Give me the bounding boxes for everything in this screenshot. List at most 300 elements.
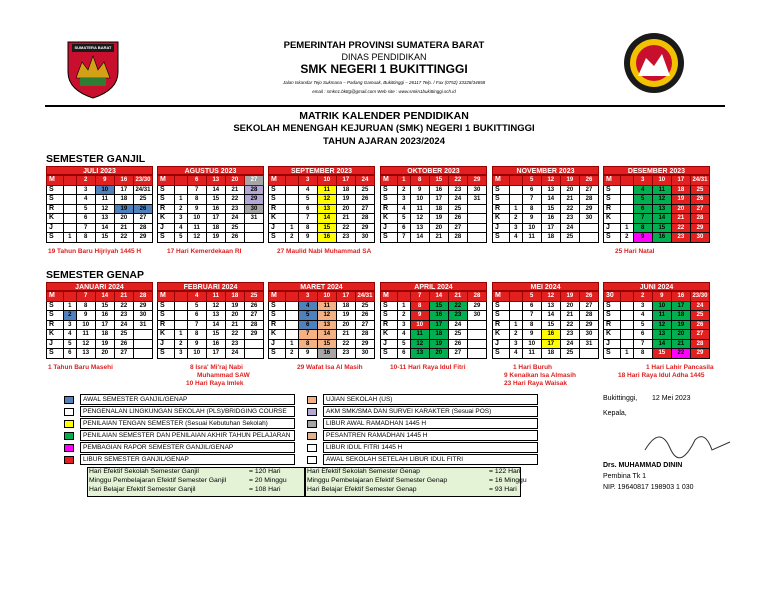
date-cell: 9	[522, 214, 541, 224]
date-cell	[620, 311, 633, 321]
legend-item	[64, 406, 295, 417]
date-cell: 18	[541, 349, 560, 359]
date-cell: 5	[63, 339, 76, 349]
date-cell: 5	[174, 233, 187, 243]
date-cell: 3	[633, 301, 652, 311]
date-cell	[579, 223, 598, 233]
legend-swatch	[307, 396, 317, 404]
date-cell: 10	[522, 223, 541, 233]
week-row	[47, 185, 153, 195]
date-cell: 21	[225, 185, 244, 195]
date-cell: 8	[410, 176, 429, 186]
note-idul-adha: 18 Hari Raya Idul Adha 1445	[618, 372, 705, 379]
signature-date: 12 Mei 2023	[652, 395, 691, 402]
date-cell: 10	[317, 176, 336, 186]
date-cell: 5	[298, 195, 317, 205]
date-cell: 23	[448, 185, 467, 195]
note-pancasila: 1 Hari Lahir Pancasila	[646, 364, 714, 371]
date-cell: 2	[633, 292, 652, 302]
day-label: S	[269, 349, 286, 359]
date-cell: 17	[671, 176, 690, 186]
date-cell	[63, 214, 76, 224]
week-row	[269, 339, 375, 349]
calendar-month	[268, 282, 375, 359]
date-cell: 24/31	[690, 176, 709, 186]
date-cell: 16	[206, 339, 225, 349]
calendar-month	[492, 282, 599, 359]
summary-ganjil-row1: Hari Efektif Sekolah Semester Ganjil = 120 Hari	[89, 468, 281, 475]
date-cell: 4	[397, 330, 410, 340]
week-row	[493, 339, 599, 349]
date-cell	[509, 301, 522, 311]
logo-left-text: SUMATERA BARAT	[74, 45, 112, 50]
date-cell: 24	[448, 195, 467, 205]
day-label: S	[604, 349, 621, 359]
date-cell: 24	[448, 320, 467, 330]
date-cell: 15	[429, 176, 448, 186]
day-label: K	[158, 330, 175, 340]
date-cell: 13	[410, 349, 429, 359]
date-cell	[285, 320, 298, 330]
date-cell: 30	[133, 311, 152, 321]
day-label: S	[47, 349, 64, 359]
week-row	[381, 176, 487, 186]
week-row	[604, 233, 710, 243]
date-cell: 7	[187, 185, 206, 195]
date-cell: 9	[410, 311, 429, 321]
date-cell: 22	[336, 339, 355, 349]
week-row	[47, 301, 153, 311]
week-row	[604, 292, 710, 302]
date-cell	[285, 214, 298, 224]
month-name: MARET 2024	[268, 282, 375, 291]
date-cell: 27	[114, 349, 133, 359]
month-grid	[380, 291, 487, 359]
summary-ganjil-row2: Minggu Pembelajaran Efektif Semester Ganjil = 20 Minggu	[89, 477, 287, 484]
date-cell: 19	[336, 195, 355, 205]
date-cell	[63, 195, 76, 205]
date-cell: 1	[285, 339, 298, 349]
date-cell: 15	[652, 349, 671, 359]
date-cell	[509, 292, 522, 302]
day-label: J	[493, 223, 510, 233]
date-cell: 20	[560, 301, 579, 311]
calendar-month	[46, 166, 153, 243]
note-isra-miraj: 8 Isra' Mi'raj Nabi	[190, 364, 243, 371]
date-cell: 15	[541, 204, 560, 214]
date-cell: 24/31	[355, 292, 374, 302]
day-label: M	[158, 176, 175, 186]
header-line1: PEMERINTAH PROVINSI SUMATERA BARAT	[283, 40, 485, 51]
date-cell: 25	[225, 223, 244, 233]
date-cell	[174, 301, 187, 311]
date-cell: 10	[95, 185, 114, 195]
date-cell: 4	[298, 185, 317, 195]
date-cell: 11	[652, 185, 671, 195]
date-cell: 14	[95, 292, 114, 302]
date-cell: 26	[225, 233, 244, 243]
legend-swatch	[64, 432, 74, 440]
date-cell: 23	[225, 339, 244, 349]
summary-genap-row3: Hari Belajar Efektif Semester Genap = 93 Hari	[307, 486, 517, 493]
date-cell: 21	[114, 292, 133, 302]
week-row	[158, 195, 264, 205]
week-row	[47, 311, 153, 321]
date-cell: 12	[541, 292, 560, 302]
date-cell: 22	[225, 195, 244, 205]
date-cell: 6	[187, 176, 206, 186]
note-maulid: 27 Maulid Nabi Muhammad SA	[277, 248, 372, 255]
day-label: K	[269, 330, 286, 340]
legend-item	[307, 394, 538, 405]
week-row	[47, 195, 153, 205]
day-label: S	[381, 311, 398, 321]
date-cell: 20	[671, 330, 690, 340]
date-cell: 29	[133, 233, 152, 243]
date-cell: 29	[133, 301, 152, 311]
day-label: M	[269, 292, 286, 302]
legend-label: PENGENALAN LINGKUNGAN SEKOLAH (PLS)/BRIDGING COURSE	[80, 406, 295, 417]
date-cell: 12	[317, 311, 336, 321]
week-row	[47, 214, 153, 224]
date-cell: 15	[95, 301, 114, 311]
date-cell: 16	[317, 233, 336, 243]
date-cell: 27	[690, 330, 709, 340]
week-row	[604, 330, 710, 340]
legend-swatch	[64, 396, 74, 404]
date-cell: 12	[410, 214, 429, 224]
summary-genap-row1: Hari Efektif Sekolah Semester Genap = 122 Hari	[307, 468, 521, 475]
day-label: K	[158, 214, 175, 224]
day-label: K	[47, 214, 64, 224]
date-cell	[174, 176, 187, 186]
date-cell: 25	[355, 185, 374, 195]
date-cell: 6	[397, 223, 410, 233]
date-cell: 12	[206, 301, 225, 311]
date-cell: 7	[298, 214, 317, 224]
date-cell: 8	[522, 204, 541, 214]
date-cell: 24	[355, 176, 374, 186]
date-cell: 2	[76, 176, 95, 186]
date-cell: 1	[174, 195, 187, 205]
date-cell: 18	[541, 233, 560, 243]
day-label: K	[493, 330, 510, 340]
legend-label: PENILAIAN TENGAN SEMESTER (Sesuai Kebutuhan Sekolah)	[80, 418, 295, 429]
date-cell: 16	[95, 311, 114, 321]
date-cell	[244, 233, 263, 243]
day-label: S	[269, 195, 286, 205]
date-cell: 21	[560, 195, 579, 205]
semester-genap-title: SEMESTER GENAP	[46, 269, 145, 281]
date-cell: 25	[690, 185, 709, 195]
date-cell: 15	[317, 223, 336, 233]
date-cell: 8	[298, 223, 317, 233]
day-label: S	[604, 311, 621, 321]
month-name: MEI 2024	[492, 282, 599, 291]
date-cell	[467, 223, 486, 233]
week-row	[47, 339, 153, 349]
week-row	[269, 223, 375, 233]
legend-label: LIBUR AWAL RAMADHAN 1445 H	[323, 418, 538, 429]
date-cell: 8	[298, 339, 317, 349]
day-label: S	[381, 195, 398, 205]
date-cell: 3	[633, 176, 652, 186]
day-label: S	[158, 301, 175, 311]
date-cell: 21	[560, 311, 579, 321]
legend-item	[307, 406, 538, 417]
signature-rank: Pembina Tk 1	[603, 473, 647, 480]
date-cell: 17	[336, 176, 355, 186]
week-row	[47, 223, 153, 233]
calendar-month	[157, 166, 264, 243]
legend-label: AKM SMK/SMA DAN SURVEI KARAKTER (Sesuai POS)	[323, 406, 538, 417]
week-row	[381, 223, 487, 233]
date-cell: 27	[690, 204, 709, 214]
date-cell: 12	[410, 339, 429, 349]
legend-item	[64, 394, 295, 405]
week-row	[604, 349, 710, 359]
date-cell	[133, 349, 152, 359]
date-cell: 6	[76, 214, 95, 224]
date-cell: 25	[244, 292, 263, 302]
date-cell: 30	[467, 311, 486, 321]
date-cell: 5	[187, 301, 206, 311]
date-cell: 13	[652, 204, 671, 214]
date-cell: 7	[187, 320, 206, 330]
date-cell: 7	[397, 233, 410, 243]
day-label: J	[381, 339, 398, 349]
day-label: R	[493, 204, 510, 214]
day-label: K	[604, 330, 621, 340]
week-row	[381, 339, 487, 349]
date-cell: 27	[579, 301, 598, 311]
date-cell: 17	[671, 301, 690, 311]
note-wafat-isa: 29 Wafat Isa Al Masih	[297, 364, 363, 371]
date-cell	[579, 233, 598, 243]
legend-label: UJIAN SEKOLAH (US)	[323, 394, 538, 405]
date-cell: 12	[541, 176, 560, 186]
month-name: JULI 2023	[46, 166, 153, 175]
date-cell: 26	[579, 292, 598, 302]
date-cell: 23	[114, 311, 133, 321]
day-label: J	[47, 339, 64, 349]
week-row	[269, 320, 375, 330]
date-cell: 28	[244, 320, 263, 330]
date-cell: 27	[133, 214, 152, 224]
calendar-month	[603, 282, 710, 359]
date-cell: 23/30	[690, 292, 709, 302]
date-cell: 19	[560, 292, 579, 302]
week-row	[493, 349, 599, 359]
date-cell: 16	[429, 311, 448, 321]
signature-place: Bukittinggi,	[603, 395, 638, 402]
date-cell: 18	[206, 223, 225, 233]
date-cell	[244, 349, 263, 359]
date-cell: 2	[397, 311, 410, 321]
legend-swatch	[307, 444, 317, 452]
date-cell: 26	[133, 204, 152, 214]
date-cell: 20	[336, 320, 355, 330]
date-cell: 14	[95, 223, 114, 233]
date-cell: 14	[541, 195, 560, 205]
date-cell: 6	[633, 204, 652, 214]
note-waisak: 23 Hari Raya Waisak	[504, 380, 567, 387]
date-cell: 1	[285, 223, 298, 233]
date-cell: 28	[579, 195, 598, 205]
date-cell	[63, 204, 76, 214]
calendar-month	[380, 166, 487, 243]
date-cell	[467, 320, 486, 330]
date-cell: 10	[187, 214, 206, 224]
date-cell: 9	[298, 349, 317, 359]
date-cell: 30	[579, 214, 598, 224]
date-cell: 4	[633, 311, 652, 321]
date-cell: 13	[76, 349, 95, 359]
header-line2: DINAS PENDIDIKAN	[341, 52, 427, 62]
month-grid	[492, 291, 599, 359]
date-cell: 12	[652, 195, 671, 205]
week-row	[493, 320, 599, 330]
date-cell: 20	[560, 185, 579, 195]
legend-item	[307, 442, 538, 453]
date-cell: 2	[397, 185, 410, 195]
week-row	[604, 195, 710, 205]
date-cell: 11	[522, 233, 541, 243]
legend-swatch	[64, 456, 74, 464]
date-cell: 7	[298, 330, 317, 340]
date-cell: 27	[244, 311, 263, 321]
date-cell: 2	[63, 311, 76, 321]
date-cell: 28	[690, 214, 709, 224]
date-cell: 30	[244, 204, 263, 214]
date-cell: 28	[355, 214, 374, 224]
legend-item	[307, 454, 538, 465]
legend-label: LIBUR IDUL FITRI 1445 H	[323, 442, 538, 453]
month-grid	[268, 291, 375, 359]
date-cell: 17	[429, 320, 448, 330]
date-cell: 1	[63, 301, 76, 311]
week-row	[381, 195, 487, 205]
date-cell: 16	[541, 330, 560, 340]
day-label: J	[604, 223, 621, 233]
month-grid	[46, 175, 153, 243]
date-cell: 16	[652, 233, 671, 243]
day-label: M	[47, 176, 64, 186]
note-natal: 25 Hari Natal	[615, 248, 655, 255]
week-row	[493, 233, 599, 243]
date-cell: 10	[522, 339, 541, 349]
day-label: R	[269, 204, 286, 214]
date-cell: 13	[317, 320, 336, 330]
week-row	[493, 330, 599, 340]
calendar-month	[603, 166, 710, 243]
date-cell: 1	[397, 176, 410, 186]
note-isra-miraj-2: Muhammad SAW	[197, 372, 250, 379]
date-cell: 26	[448, 214, 467, 224]
title-2: SEKOLAH MENENGAH KEJURUAN (SMK) NEGERI 1 BUKITTINGGI	[233, 123, 535, 134]
date-cell: 9	[652, 292, 671, 302]
week-row	[269, 311, 375, 321]
date-cell: 13	[541, 185, 560, 195]
week-row	[269, 233, 375, 243]
date-cell: 30	[690, 233, 709, 243]
date-cell: 21	[114, 223, 133, 233]
date-cell	[244, 223, 263, 233]
date-cell: 2	[620, 233, 633, 243]
day-label: K	[381, 214, 398, 224]
date-cell: 19	[429, 339, 448, 349]
date-cell: 17	[206, 214, 225, 224]
date-cell: 14	[317, 330, 336, 340]
week-row	[269, 292, 375, 302]
calendar-month	[157, 282, 264, 359]
signature-mark	[640, 420, 740, 460]
date-cell: 23	[336, 349, 355, 359]
day-label: R	[158, 204, 175, 214]
date-cell: 9	[187, 339, 206, 349]
date-cell: 26	[690, 195, 709, 205]
summary-ganjil-row3: Hari Belajar Efektif Semester Ganjil = 108 Hari	[89, 486, 281, 493]
week-row	[381, 214, 487, 224]
week-row	[158, 339, 264, 349]
date-cell: 30	[467, 185, 486, 195]
date-cell: 20	[429, 223, 448, 233]
date-cell: 23	[225, 204, 244, 214]
week-row	[493, 185, 599, 195]
week-row	[604, 176, 710, 186]
date-cell: 19	[429, 214, 448, 224]
date-cell	[63, 223, 76, 233]
date-cell: 24	[690, 301, 709, 311]
week-row	[269, 195, 375, 205]
date-cell	[467, 233, 486, 243]
date-cell: 27	[355, 320, 374, 330]
date-cell: 11	[410, 330, 429, 340]
day-label: S	[493, 185, 510, 195]
date-cell	[285, 176, 298, 186]
day-label: M	[493, 292, 510, 302]
date-cell: 8	[410, 301, 429, 311]
date-cell: 13	[206, 176, 225, 186]
week-row	[381, 204, 487, 214]
date-cell: 29	[244, 330, 263, 340]
note-idul-fitri: 10-11 Hari Raya Idul Fitri	[390, 364, 466, 371]
date-cell: 22	[448, 176, 467, 186]
date-cell: 9	[298, 233, 317, 243]
day-label: S	[158, 311, 175, 321]
month-name: JANUARI 2024	[46, 282, 153, 291]
date-cell: 3	[509, 339, 522, 349]
date-cell: 29	[244, 195, 263, 205]
date-cell	[285, 311, 298, 321]
date-cell: 5	[298, 311, 317, 321]
legend-item	[307, 430, 538, 441]
date-cell: 11	[76, 330, 95, 340]
date-cell: 18	[336, 185, 355, 195]
week-row	[493, 223, 599, 233]
date-cell: 20	[114, 214, 133, 224]
date-cell: 16	[671, 292, 690, 302]
month-name: NOVEMBER 2023	[492, 166, 599, 175]
week-row	[604, 311, 710, 321]
date-cell: 7	[410, 292, 429, 302]
date-cell: 13	[652, 330, 671, 340]
day-label: J	[47, 223, 64, 233]
title-1: MATRIK KALENDER PENDIDIKAN	[299, 110, 469, 122]
week-row	[47, 292, 153, 302]
day-label: S	[269, 301, 286, 311]
week-row	[158, 311, 264, 321]
